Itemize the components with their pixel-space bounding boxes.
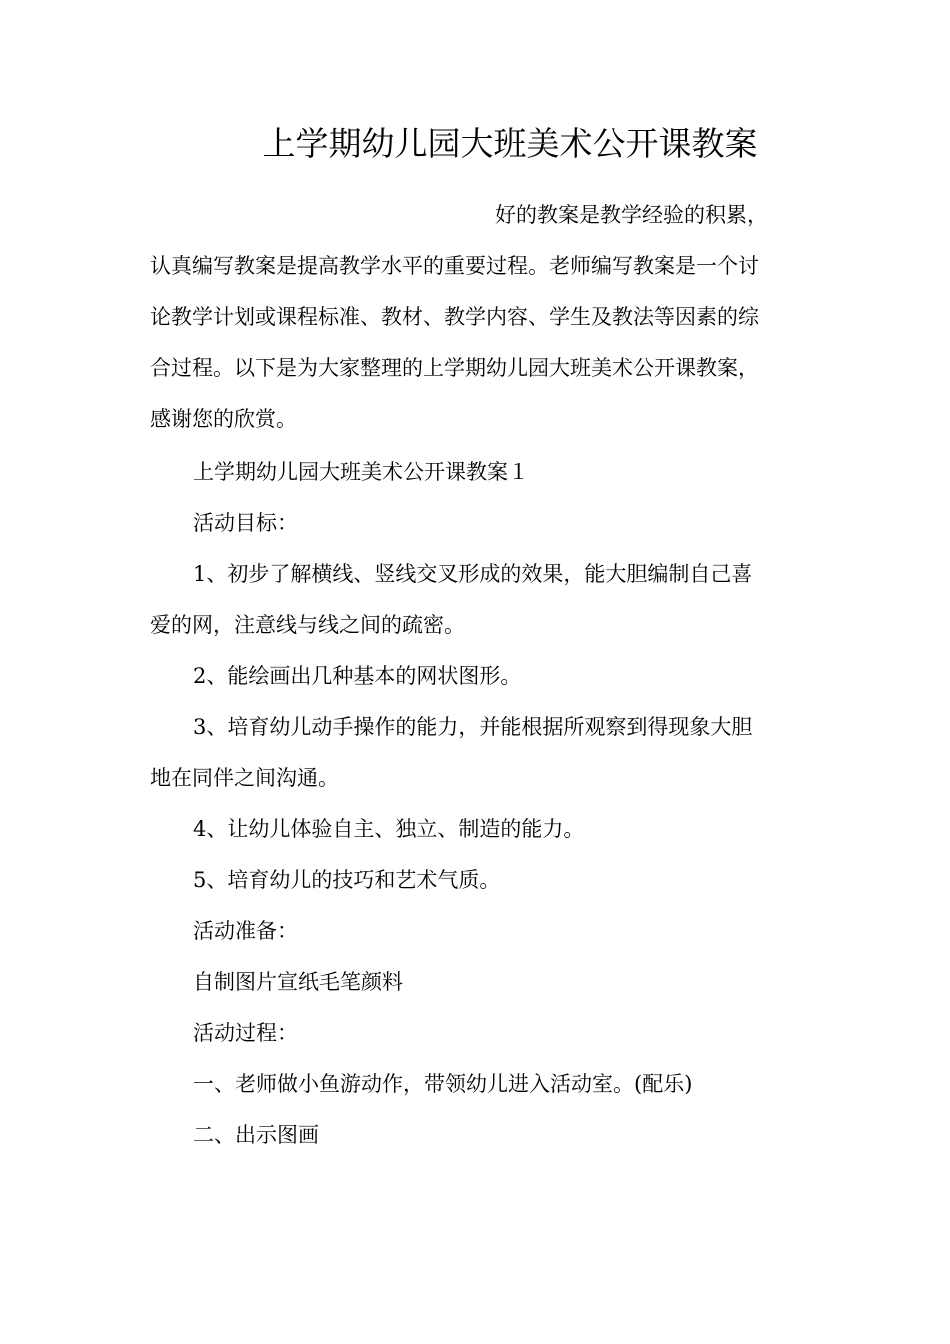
goal-line: 3、培育幼儿动手操作的能力，并能根据所观察到得现象大胆 — [193, 715, 753, 739]
section-heading: 上学期幼儿园大班美术公开课教案１ — [193, 460, 529, 484]
prep-items: 自制图片宣纸毛笔颜料 — [193, 970, 403, 994]
goal-item: 5、培育幼儿的技巧和艺术气质。 — [193, 868, 501, 892]
intro-line: 合过程。以下是为大家整理的上学期幼儿园大班美术公开课教案， — [150, 356, 759, 380]
intro-line: 认真编写教案是提高教学水平的重要过程。老师编写教案是一个讨 — [150, 254, 759, 278]
goal-line: 地在同伴之间沟通。 — [150, 766, 339, 790]
goals-label: 活动目标： — [193, 511, 298, 535]
process-step: 二、出示图画 — [193, 1123, 319, 1147]
intro-line: 感谢您的欣赏。 — [150, 407, 297, 431]
process-label: 活动过程： — [193, 1021, 298, 1045]
goal-item: 2、能绘画出几种基本的网状图形。 — [193, 664, 522, 688]
intro-paragraph — [150, 190, 800, 445]
prep-label: 活动准备： — [193, 919, 298, 943]
goal-item — [150, 702, 800, 804]
goal-item — [150, 549, 800, 651]
process-step: 一、老师做小鱼游动作，带领幼儿进入活动室。(配乐) — [193, 1072, 693, 1096]
goal-item: 4、让幼儿体验自主、独立、制造的能力。 — [193, 817, 585, 841]
goal-line: 1、初步了解横线、竖线交叉形成的效果，能大胆编制自己喜 — [193, 562, 753, 586]
document-body — [150, 447, 800, 1161]
document-title: 上学期幼儿园大班美术公开课教案 — [262, 124, 758, 163]
intro-line: 论教学计划或课程标准、教材、教学内容、学生及教法等因素的综 — [150, 305, 759, 329]
goal-line: 爱的网，注意线与线之间的疏密。 — [150, 613, 465, 637]
intro-line: 好的教案是教学经验的积累， — [495, 203, 768, 227]
